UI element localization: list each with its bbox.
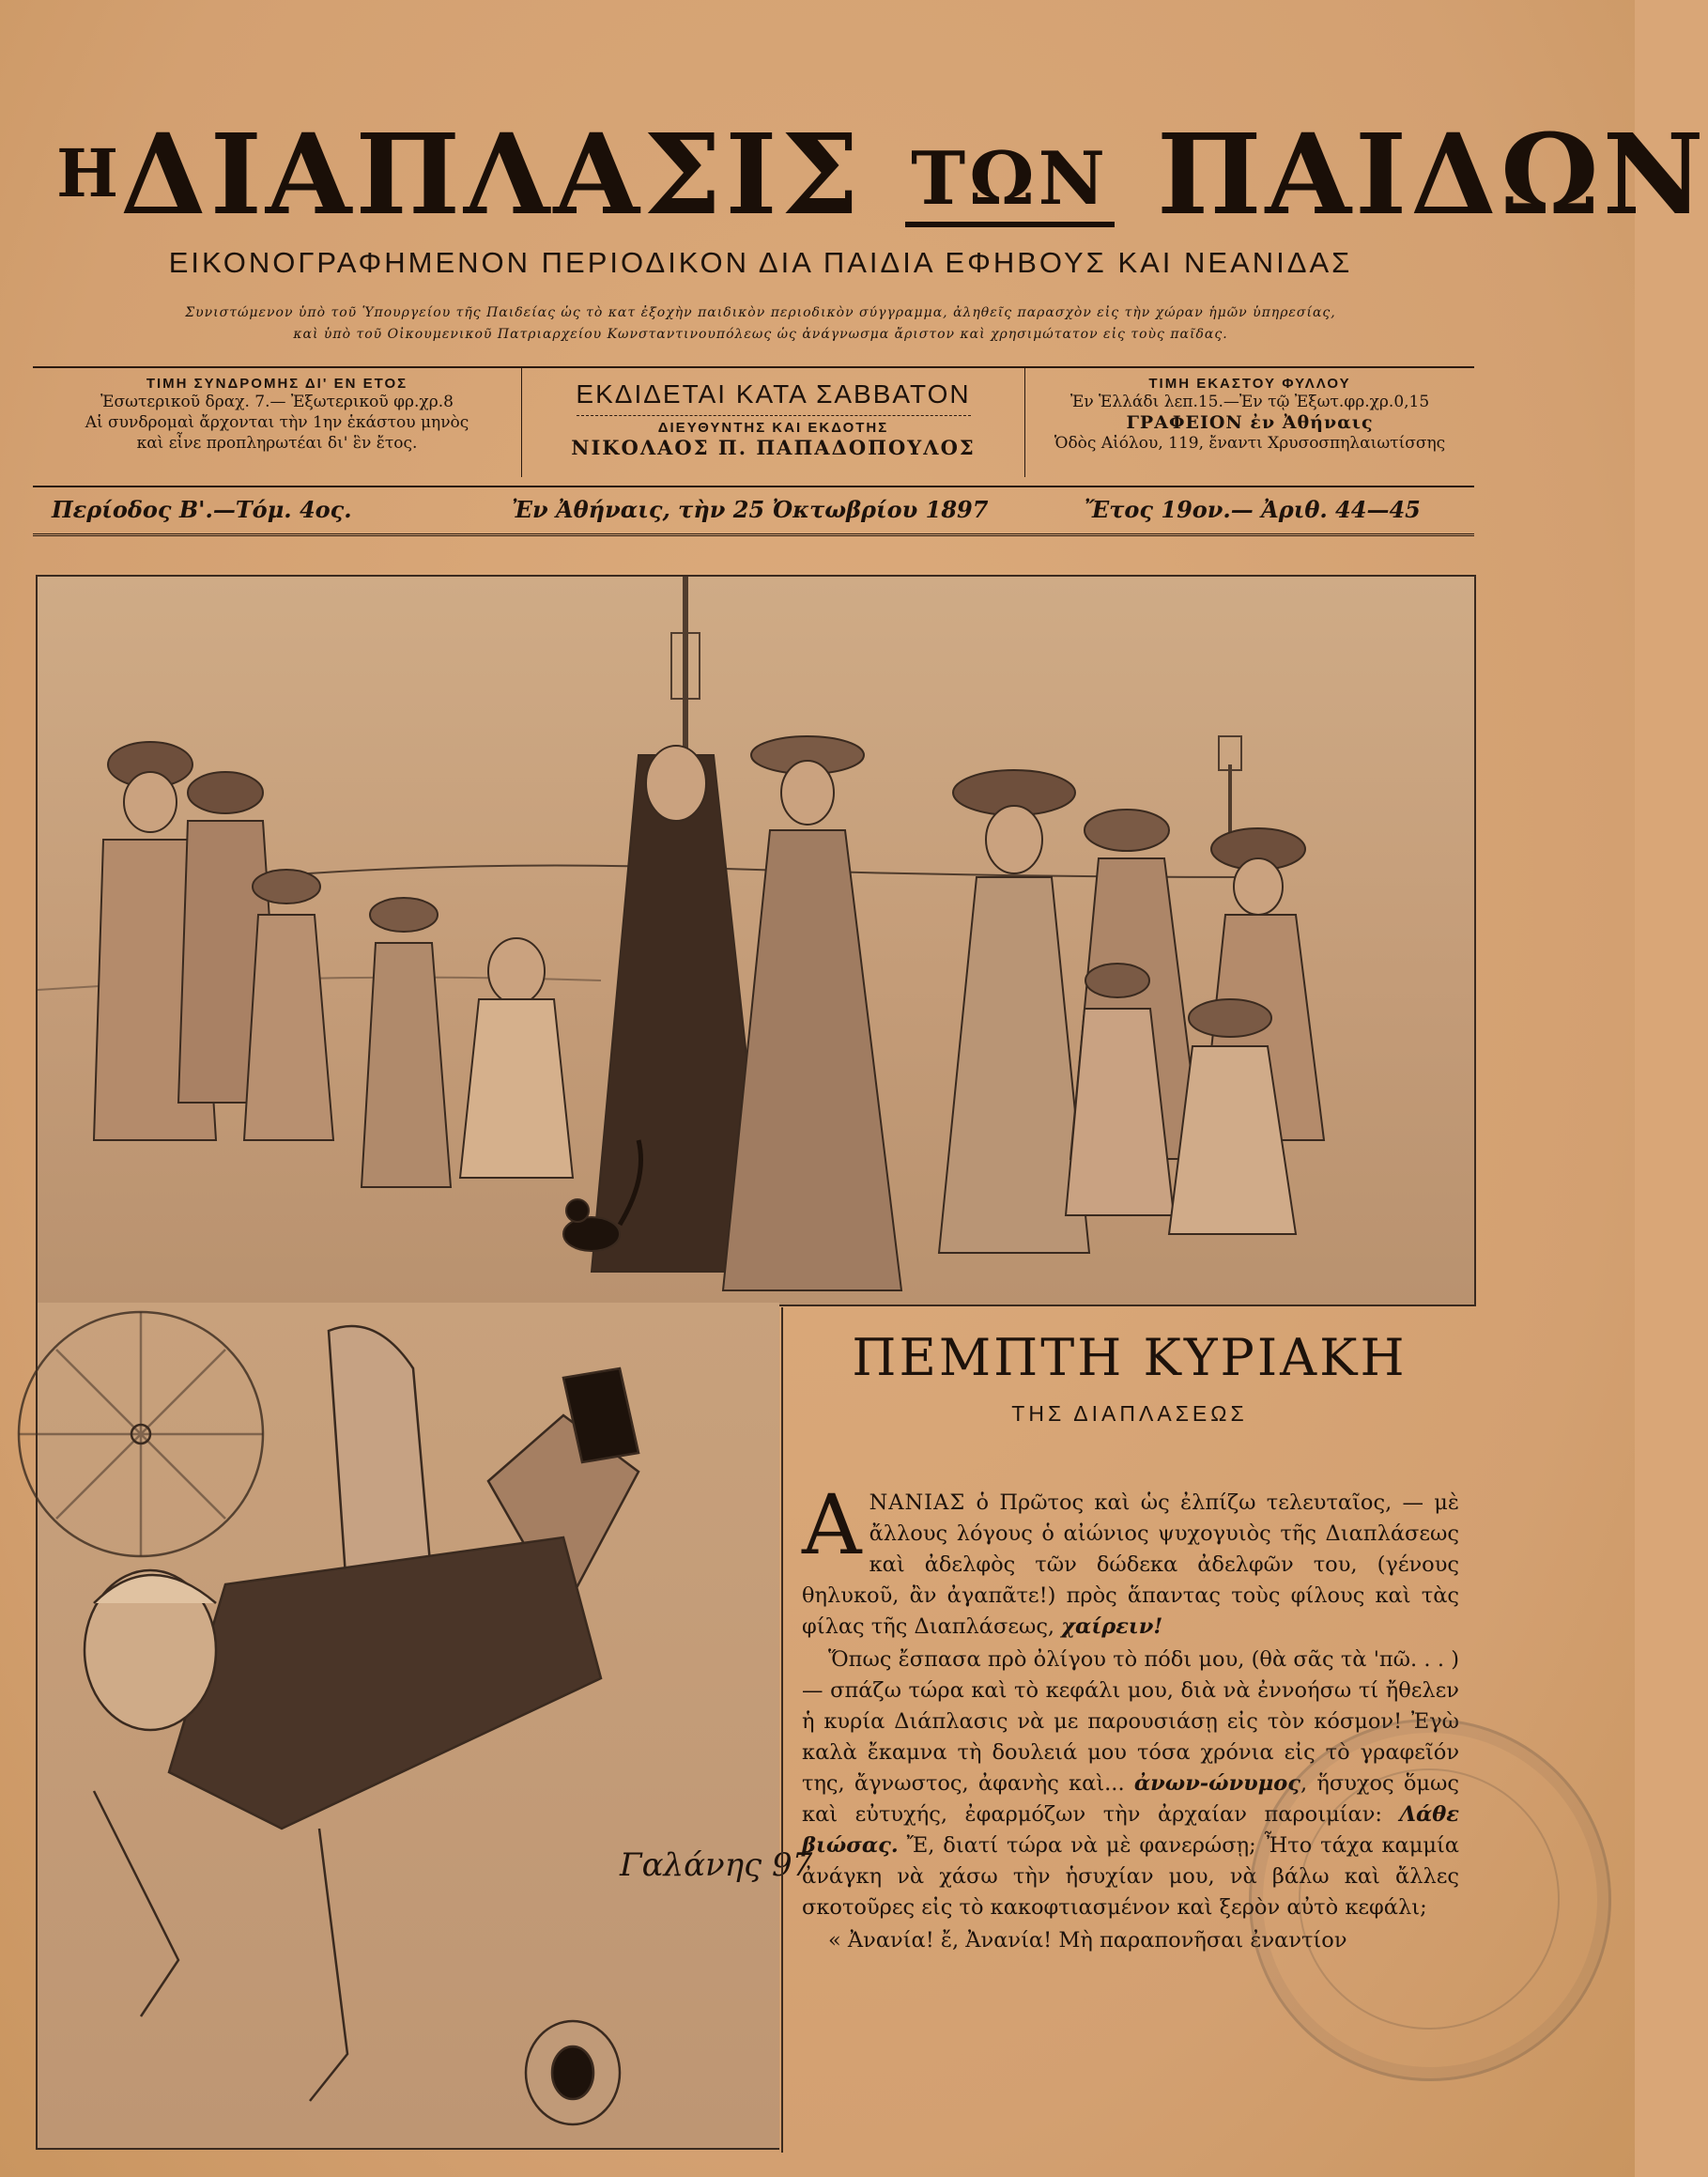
artist-signature: Γαλάνης 97 bbox=[620, 1846, 813, 1884]
year-number: Ἔτος 19ον.— Ἀριθ. 44—45 bbox=[1085, 496, 1421, 523]
emphasis: Λάθε βιώσας. bbox=[802, 1802, 1459, 1858]
issue-price: Ἐν Ἑλλάδι λεπ.15.—Ἐν τῷ Ἐξωτ.φρ.χρ.0,15 bbox=[1069, 393, 1430, 411]
divider bbox=[33, 533, 1474, 536]
endorsement-text bbox=[103, 302, 1418, 346]
endorsement-line-2: καὶ ὑπὸ τοῦ Οἰκουμενικοῦ Πατριαρχείου Κωνσταντινουπόλεως ὡς ἀνάγνωσμα ἄριστον καὶ χρησιμώτατον εἰς τοὺς παῖδας. bbox=[293, 327, 1228, 342]
article-subtitle: ΤΗΣ ΔΙΑΠΛΑΣΕΩΣ bbox=[1011, 1401, 1248, 1426]
emphasis: ἀνων-ώνυμος bbox=[1133, 1771, 1300, 1796]
director-name: ΝΙΚΟΛΑΟΣ Π. ΠΑΠΑΔΟΠΟΥΛΟΣ bbox=[571, 436, 976, 459]
subscription-heading: ΤΙΜΗ ΣΥΝΔΡΟΜΗΣ ΔΙ' ΕΝ ΕΤΟΣ bbox=[146, 376, 408, 392]
paragraph-text: « Ἀνανία! ἔ, Ἀνανία! Μὴ παραπονῆσαι ἐναντίον bbox=[828, 1928, 1347, 1953]
cyclist-sketch bbox=[38, 1303, 813, 2148]
dateline bbox=[52, 496, 1460, 530]
procession-sketch bbox=[38, 577, 1474, 1305]
emphasis: χαίρειν! bbox=[1061, 1614, 1163, 1639]
subscription-terms-2: καὶ εἶνε προπληρωτέαι δι' ἓν ἔτος. bbox=[136, 434, 418, 453]
subscription-prices: Ἐσωτερικοῦ δραχ. 7.— Ἐξωτερικοῦ φρ.χρ.8 bbox=[100, 393, 454, 411]
period-volume: Περίοδος Β'.—Τόμ. 4ος. bbox=[52, 496, 352, 523]
info-band bbox=[33, 366, 1474, 487]
director-heading: ΔΙΕΥΘΥΝΤΗΣ ΚΑΙ ΕΚΔΟΤΗΣ bbox=[657, 420, 889, 436]
paragraph-text: ὁ Πρῶτος καὶ ὡς ἐλπίζω τελευταῖος, — μὲ ἄλλους λόγους ὁ αἰώνιος ψυχογυιὸς τῆς Διαπλάσεως καὶ ἀδελφὸς τῶν δώδεκα ἀδελφῶν του, (γένους θηλυκοῦ, ἂν ἀγαπᾶτε!) πρὸς ἅπαντας τοὺς φίλους καὶ τὰς φίλας τῆς Διαπλάσεως, bbox=[802, 1490, 1459, 1639]
subscription-terms-1: Αἱ συνδρομαὶ ἄρχονται τὴν 1ην ἑκάστου μηνὸς bbox=[85, 413, 469, 432]
issue-date: Ἐν Ἀθήναις, τὴν 25 Ὀκτωβρίου 1897 bbox=[512, 496, 989, 523]
office-address: Ὁδὸς Αἰόλου, 119, ἔναντι Χρυσοσπηλαιωτίσσης bbox=[1054, 434, 1446, 453]
issue-price-info bbox=[1025, 376, 1474, 454]
masthead bbox=[56, 103, 1708, 244]
masthead-ton: ΤΩΝ bbox=[905, 136, 1115, 227]
divider bbox=[577, 415, 971, 416]
subscription-info bbox=[33, 376, 521, 454]
paragraph-text: Ἔ, διατί τώρα νὰ μὲ φανερώσῃ; Ἦτο τάχα καμμία ἀνάγκη νὰ χάσω τὴν ἡσυχίαν μου, νὰ βάλω καὶ ἄλλες σκοτοῦρες εἰς τὸ κακοφτιασμένον καὶ ξερὸν αὐτὸ κεφάλι; bbox=[802, 1833, 1459, 1920]
library-stamp bbox=[1249, 1719, 1611, 2081]
stamp-inner-ring bbox=[1299, 1768, 1560, 2030]
masthead-title bbox=[56, 103, 1708, 250]
endorsement-line-1: Συνιστώμενον ὑπὸ τοῦ Ὑπουργείου τῆς Παιδείας ὡς τὸ κατ ἐξοχὴν παιδικὸν περιοδικὸν σύγγραμμα, ἀληθεῖς παρασχὸν εἰς τὴν χώραν ἡμῶν ὑπηρεσίας, bbox=[185, 305, 1336, 320]
opening-word: ΝΑΝΙΑΣ bbox=[869, 1490, 966, 1515]
issue-price-heading: ΤΙΜΗ ΕΚΑΣΤΟΥ ΦΥΛΛΟΥ bbox=[1148, 376, 1351, 392]
paragraph-text: , ἥσυχος ὅμως καὶ εὐτυχής, ἐφαρμόζων τὴν ἀρχαίαν παροιμίαν: bbox=[802, 1771, 1460, 1827]
masthead-diaplasis: ΔΙΑΠΛΑΣΙΣ bbox=[120, 109, 864, 239]
office-label: ΓΡΑΦΕΙΟΝ ἐν Ἀθήναις bbox=[1126, 412, 1374, 433]
masthead-paidon: ΠΑΙΔΩΝ bbox=[1157, 109, 1708, 239]
fallen-cyclist-illustration bbox=[36, 1303, 813, 2150]
procession-illustration bbox=[36, 575, 1476, 1306]
article-title: ΠΕΜΠΤΗ ΚΥΡΙΑΚΗ bbox=[852, 1328, 1408, 1387]
paragraph-text: Ὅπως ἔσπασα πρὸ ὀλίγου τὸ πόδι μου, (θὰ σᾶς τὰ 'πῶ. . . ) — σπάζω τώρα καὶ τὸ κεφάλι μου, διὰ νὰ ἐννοήσω τί ἤθελεν ἡ κυρία Διάπλασις νὰ με παρουσιάσῃ εἰς τὸν κόσμον! Ἐγὼ καλὰ ἔκαμνα τὴ δουλειά μου τόσα χρόνια εἰς τὸ γραφεῖόν της, ἄγνωστος, ἀφανὴς καὶ... bbox=[802, 1647, 1459, 1796]
figure-group bbox=[94, 736, 1324, 1290]
publication-schedule: ΕΚΔΙΔΕΤΑΙ ΚΑΤΑ ΣΑΒΒΑΤΟΝ bbox=[576, 379, 971, 409]
masthead-article: Η bbox=[56, 134, 121, 212]
paragraph bbox=[802, 1476, 1459, 1643]
masthead-subtitle: ΕΙΚΟΝΟΓΡΑΦΗΜΕΝΟΝ ΠΕΡΙΟΔΙΚΟΝ ΔΙΑ ΠΑΙΔΙΑ ΕΦΗΒΟΥΣ ΚΑΙ ΝΕΑΝΙΔΑΣ bbox=[168, 246, 1353, 279]
drop-cap: Α bbox=[802, 1476, 862, 1573]
publisher-info bbox=[521, 368, 1025, 477]
